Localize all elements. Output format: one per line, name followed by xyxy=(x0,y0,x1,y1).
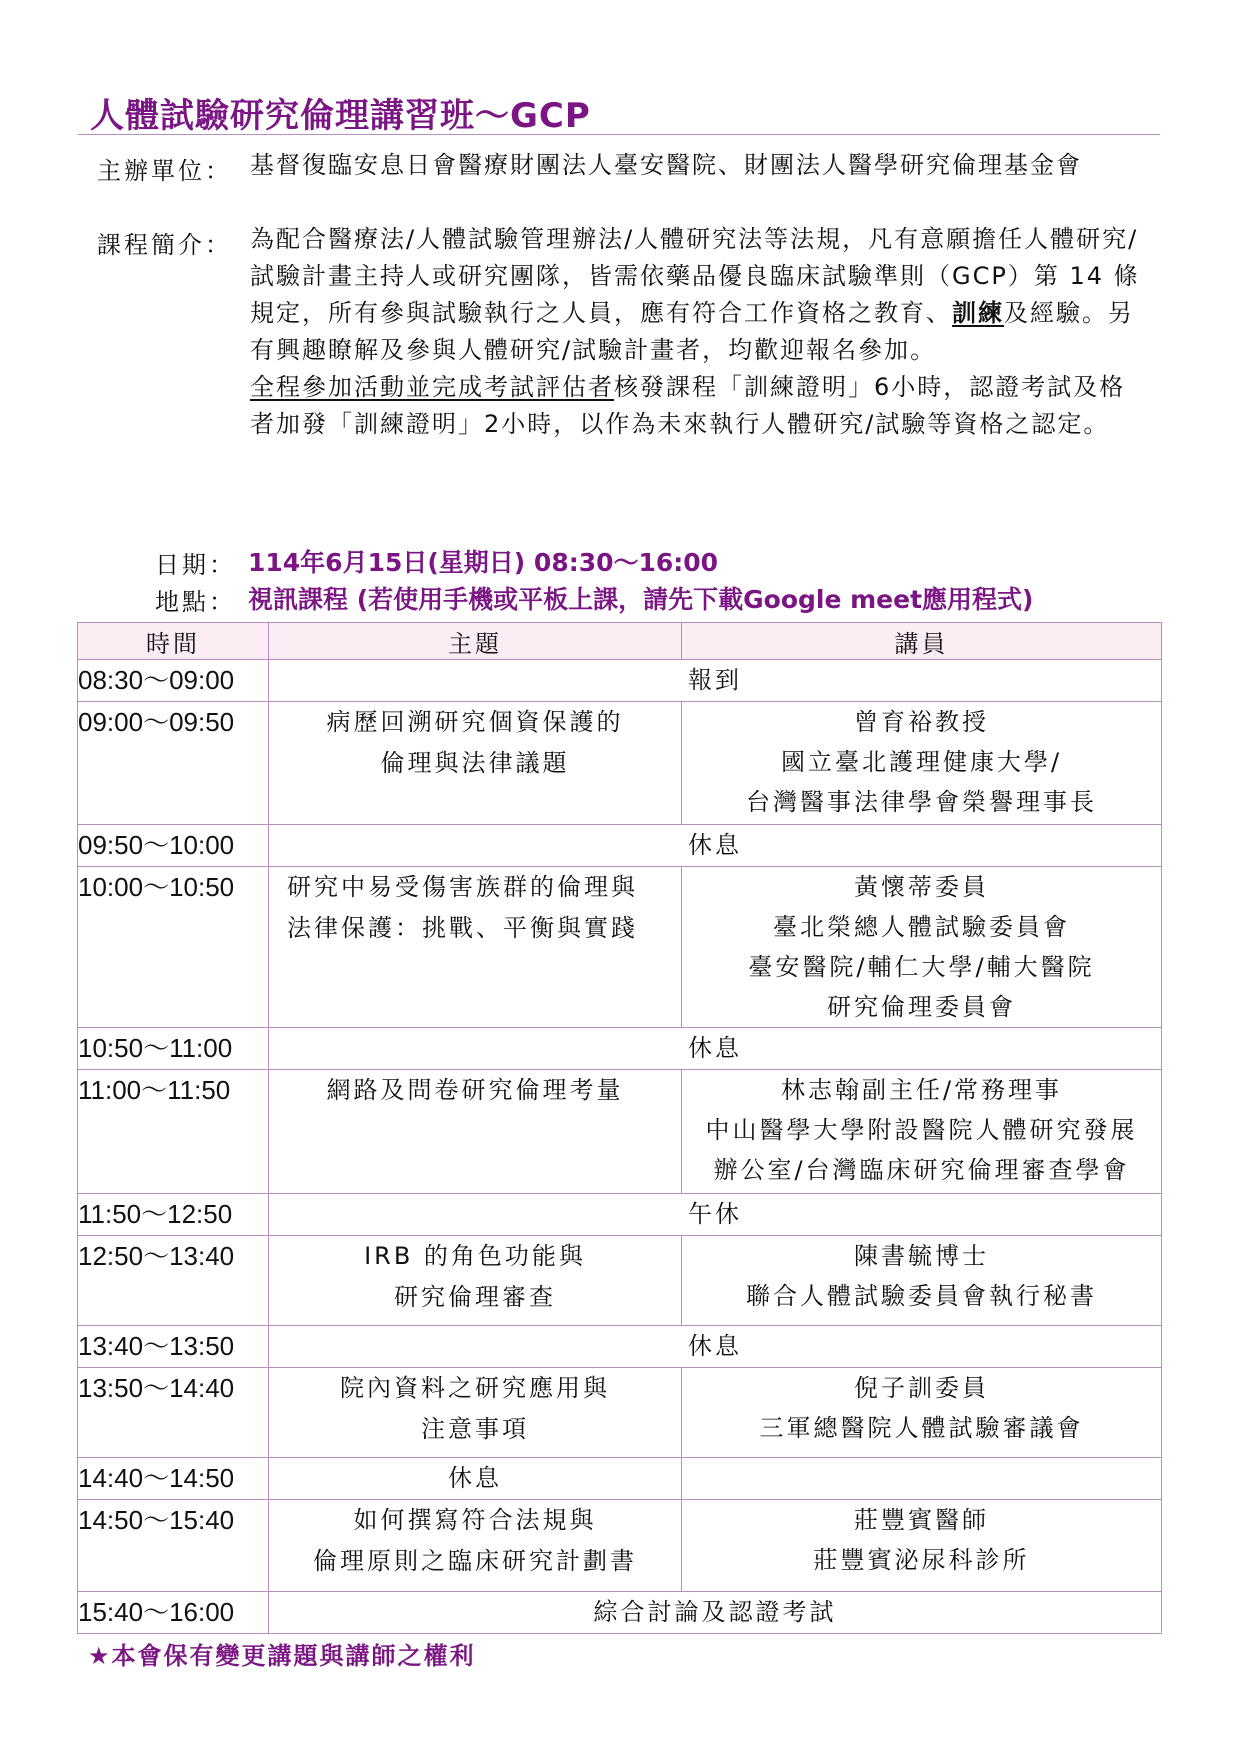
table-row xyxy=(78,825,1162,867)
table-row xyxy=(78,867,1162,1028)
intro-paragraph-1 xyxy=(250,221,1150,369)
speaker-line: 國立臺北護理健康大學/ xyxy=(780,748,1063,776)
break-cell: 綜合討論及認證考試 xyxy=(269,1592,1162,1634)
break-cell: 休息 xyxy=(269,1326,1162,1368)
time-cell: 15:40～16:00 xyxy=(78,1592,269,1634)
topic-cell xyxy=(269,1500,682,1592)
speaker-line: 研究倫理委員會 xyxy=(827,993,1016,1021)
time-cell: 13:50～14:40 xyxy=(78,1368,269,1458)
speaker-line: 林志翰副主任/常務理事 xyxy=(780,1076,1063,1104)
topic-line: 休息 xyxy=(448,1464,502,1492)
time-cell: 14:50～15:40 xyxy=(78,1500,269,1592)
topic-cell xyxy=(269,1070,682,1194)
break-cell: 休息 xyxy=(269,1028,1162,1070)
speaker-cell xyxy=(682,1070,1162,1194)
speaker-cell xyxy=(682,1236,1162,1326)
speaker-line: 陳書毓博士 xyxy=(854,1242,989,1270)
speaker-line: 臺安醫院/輔仁大學/輔大醫院 xyxy=(748,953,1095,981)
time-cell: 09:50～10:00 xyxy=(78,825,269,867)
speaker-line: 辦公室/台灣臨床研究倫理審查學會 xyxy=(713,1156,1130,1184)
intro-body xyxy=(250,221,1150,443)
header-time: 時間 xyxy=(78,623,269,660)
table-row xyxy=(78,1500,1162,1592)
organizer-label: 主辦單位： xyxy=(97,157,232,185)
time-cell: 14:40～14:50 xyxy=(78,1458,269,1500)
header-speaker: 講員 xyxy=(682,623,1162,660)
footnote: ★本會保有變更講題與講師之權利 xyxy=(88,1642,476,1670)
table-row xyxy=(78,1028,1162,1070)
topic-cell xyxy=(269,1458,682,1500)
speaker-line: 莊豐賓醫師 xyxy=(854,1506,989,1534)
intro-text-c: 核發課程「訓練證明」6小時，認證考試及格者加發「訓練證明」2小時，以作為未來執行人體研究/試驗等資格之認定。 xyxy=(250,373,1126,438)
speaker-line: 倪子訓委員 xyxy=(854,1374,989,1402)
topic-line: 院內資料之研究應用與 xyxy=(340,1374,610,1402)
speaker-line: 聯合人體試驗委員會執行秘書 xyxy=(746,1282,1097,1310)
speaker-line: 台灣醫事法律學會榮譽理事長 xyxy=(746,788,1097,816)
topic-cell xyxy=(269,867,682,1028)
table-row xyxy=(78,702,1162,825)
time-cell: 13:40～13:50 xyxy=(78,1326,269,1368)
topic-line: 病歷回溯研究個資保護的 xyxy=(326,708,624,736)
table-row xyxy=(78,1458,1162,1500)
organizer-text: 基督復臨安息日會醫療財團法人臺安醫院、財團法人醫學研究倫理基金會 xyxy=(250,151,1082,179)
break-cell: 報到 xyxy=(269,660,1162,702)
topic-line: 法律保護：挑戰、平衡與實踐 xyxy=(287,914,638,942)
speaker-line: 曾育裕教授 xyxy=(854,708,989,736)
topic-line: 網路及問卷研究倫理考量 xyxy=(326,1076,624,1104)
speaker-cell xyxy=(682,1458,1162,1500)
intro-emphasis: 訓練 xyxy=(952,299,1004,327)
time-cell: 11:00～11:50 xyxy=(78,1070,269,1194)
topic-cell xyxy=(269,1236,682,1326)
speaker-cell xyxy=(682,867,1162,1028)
speaker-cell xyxy=(682,1500,1162,1592)
table-row xyxy=(78,660,1162,702)
table-row xyxy=(78,1070,1162,1194)
intro-paragraph-2 xyxy=(250,369,1150,443)
intro-text-a: 為配合醫療法/人體試驗管理辦法/人體研究法等法規，凡有意願擔任人體研究/試驗計畫主持人或研究團隊，皆需依藥品優良臨床試驗準則（GCP）第 14 條規定，所有參與試驗執行之人員，應有符合工作資格之教育、 xyxy=(250,225,1140,327)
time-cell: 08:30～09:00 xyxy=(78,660,269,702)
date-value: 114年6月15日(星期日) 08:30～16:00 xyxy=(248,548,719,577)
topic-line: 如何撰寫符合法規與 xyxy=(353,1506,597,1534)
time-cell: 09:00～09:50 xyxy=(78,702,269,825)
time-cell: 10:50～11:00 xyxy=(78,1028,269,1070)
table-row xyxy=(78,1194,1162,1236)
schedule-table xyxy=(77,622,1162,1634)
speaker-line: 臺北榮總人體試驗委員會 xyxy=(773,913,1070,941)
topic-line: 研究中易受傷害族群的倫理與 xyxy=(287,873,638,901)
speaker-cell xyxy=(682,702,1162,825)
table-row xyxy=(78,1326,1162,1368)
location-value: 視訊課程 (若使用手機或平板上課，請先下載Google meet應用程式) xyxy=(248,585,1034,614)
date-label: 日期： xyxy=(155,551,236,579)
time-cell: 11:50～12:50 xyxy=(78,1194,269,1236)
table-row xyxy=(78,1592,1162,1634)
topic-line: 研究倫理審查 xyxy=(394,1283,556,1311)
topic-cell xyxy=(269,1368,682,1458)
break-cell: 休息 xyxy=(269,825,1162,867)
speaker-line: 中山醫學大學附設醫院人體研究發展 xyxy=(705,1116,1138,1144)
speaker-cell xyxy=(682,1368,1162,1458)
table-row xyxy=(78,1368,1162,1458)
intro-label: 課程簡介： xyxy=(97,231,232,259)
header-topic: 主題 xyxy=(269,623,682,660)
topic-line: 注意事項 xyxy=(421,1415,529,1443)
topic-cell xyxy=(269,702,682,825)
time-cell: 12:50～13:40 xyxy=(78,1236,269,1326)
page-title: 人體試驗研究倫理講習班～GCP xyxy=(90,96,591,136)
break-cell: 午休 xyxy=(269,1194,1162,1236)
table-row xyxy=(78,1236,1162,1326)
location-label: 地點： xyxy=(155,588,236,616)
intro-text-b: 及經驗。另有興趣瞭解及參與人體研究/試驗計畫者，均歡迎報名參加。 xyxy=(250,299,1134,364)
table-header-row xyxy=(78,623,1162,660)
intro-underlined-text: 全程參加活動並完成考試評估者 xyxy=(250,373,614,401)
topic-line: 倫理與法律議題 xyxy=(380,749,570,777)
topic-line: IRB 的角色功能與 xyxy=(364,1242,586,1270)
speaker-line: 三軍總醫院人體試驗審議會 xyxy=(759,1414,1084,1442)
topic-line: 倫理原則之臨床研究計劃書 xyxy=(313,1547,637,1575)
time-cell: 10:00～10:50 xyxy=(78,867,269,1028)
title-divider xyxy=(78,134,1160,135)
speaker-line: 黃懷蒂委員 xyxy=(854,873,989,901)
speaker-line: 莊豐賓泌尿科診所 xyxy=(813,1546,1030,1574)
